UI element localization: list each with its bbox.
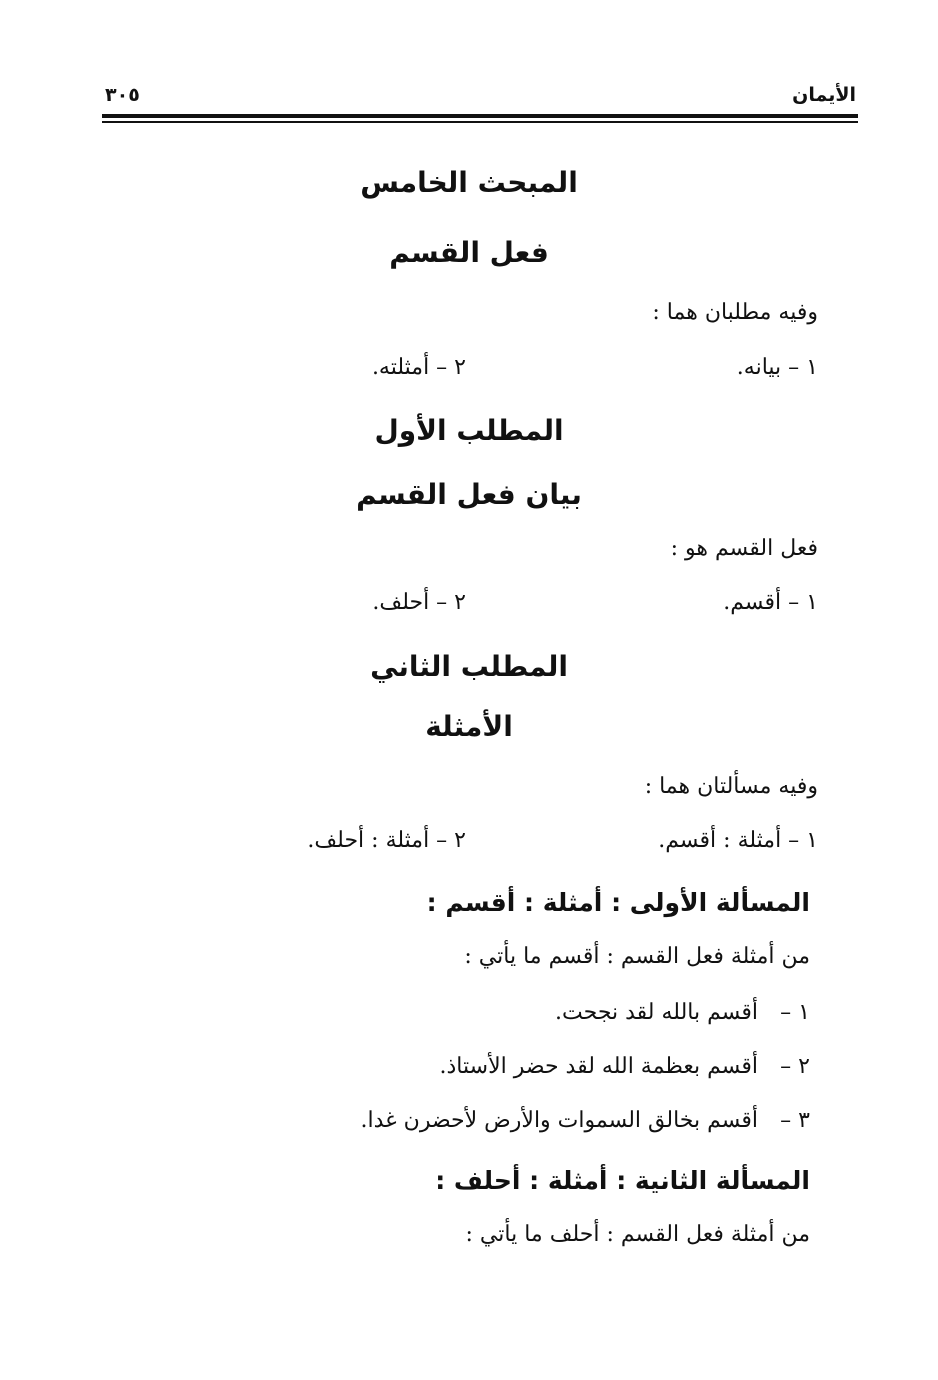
issue1-example-2-number: ٢ – (780, 1054, 810, 1079)
section2-item-1: ١ – أمثلة : أقسم. (658, 828, 818, 853)
intro-item-1: ١ – بيانه. (736, 355, 818, 380)
header-rule-thin (102, 121, 858, 123)
section1-heading: المطلب الأول (374, 414, 564, 447)
issue1-example-1-text: أقسم بالله لقد نجحت. (555, 1000, 758, 1025)
issue1-intro: من أمثلة فعل القسم : أقسم ما يأتي : (464, 944, 810, 969)
chapter-heading: المبحث الخامس (360, 166, 578, 199)
section2-item-2: ٢ – أمثلة : أحلف. (307, 828, 466, 853)
intro-item-2: ٢ – أمثلته. (371, 355, 466, 380)
issue2-heading: المسألة الثانية : أمثلة : أحلف : (435, 1166, 810, 1195)
page-number: ٣٠٥ (105, 84, 140, 106)
section2-subject-heading: الأمثلة (425, 710, 513, 743)
chapter-subject-heading: فعل القسم (389, 236, 549, 269)
section1-subject-heading: بيان فعل القسم (356, 478, 582, 511)
section1-text: فعل القسم هو : (670, 536, 818, 561)
issue2-intro: من أمثلة فعل القسم : أحلف ما يأتي : (465, 1222, 810, 1247)
issue1-heading: المسألة الأولى : أمثلة : أقسم : (426, 888, 810, 917)
running-header-title: الأيمان (792, 84, 856, 106)
intro-text: وفيه مطلبان هما : (652, 300, 818, 325)
header-rule-thick (102, 114, 858, 118)
section1-item-1: ١ – أقسم. (723, 590, 818, 615)
issue1-example-2-text: أقسم بعظمة الله لقد حضر الأستاذ. (439, 1054, 758, 1079)
issue1-example-3-number: ٣ – (780, 1108, 810, 1133)
issue1-example-1-number: ١ – (780, 1000, 810, 1025)
section2-text: وفيه مسألتان هما : (644, 774, 818, 799)
issue1-example-3-text: أقسم بخالق السموات والأرض لأحضرن غدا. (360, 1108, 758, 1133)
section2-heading: المطلب الثاني (370, 650, 568, 683)
section1-item-2: ٢ – أحلف. (372, 590, 466, 615)
